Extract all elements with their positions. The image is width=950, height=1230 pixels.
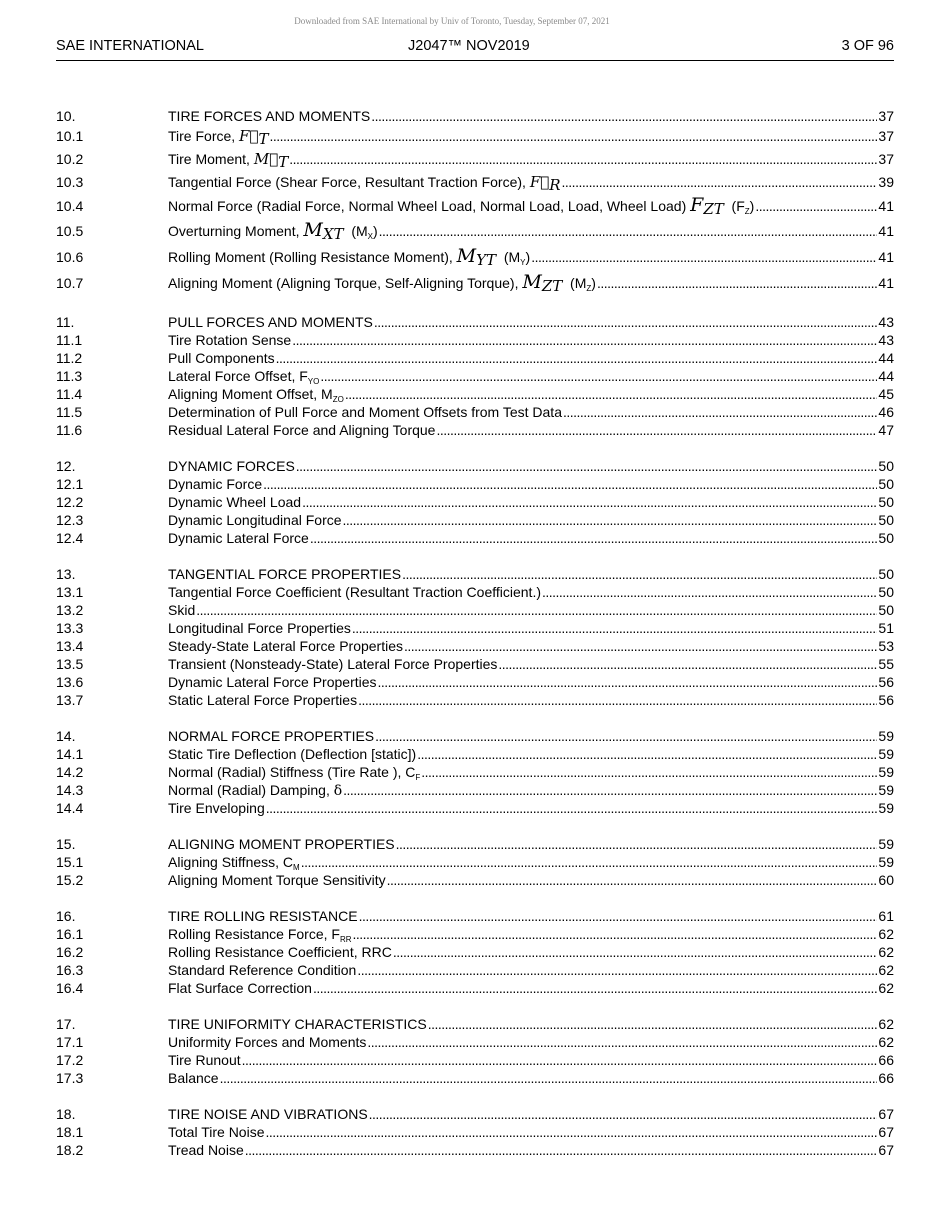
entry-page: 59 bbox=[878, 782, 894, 798]
entry-title: Static Lateral Force Properties bbox=[168, 692, 358, 708]
entry-number: 14.4 bbox=[56, 800, 84, 816]
entry-number: 11. bbox=[56, 314, 75, 330]
toc-entry[interactable] bbox=[56, 835, 894, 853]
entry-title: Standard Reference Condition bbox=[168, 962, 357, 978]
entry-number: 13. bbox=[56, 566, 76, 582]
toc-section-10 bbox=[56, 107, 894, 295]
dot-leader bbox=[359, 907, 878, 925]
table-of-contents bbox=[56, 107, 894, 1177]
entry-page: 62 bbox=[878, 1034, 894, 1050]
toc-entry[interactable] bbox=[56, 727, 894, 745]
entry-number: 16.2 bbox=[56, 944, 84, 960]
toc-entry[interactable] bbox=[56, 637, 894, 655]
entry-number: 10.7 bbox=[56, 275, 84, 291]
entry-number: 13.7 bbox=[56, 692, 84, 708]
entry-number: 12.3 bbox=[56, 512, 84, 528]
entry-number: 11.4 bbox=[56, 386, 83, 402]
toc-entry[interactable] bbox=[56, 601, 894, 619]
toc-entry[interactable] bbox=[56, 349, 894, 367]
entry-number: 18. bbox=[56, 1106, 76, 1122]
toc-entry[interactable] bbox=[56, 1141, 894, 1159]
dot-leader bbox=[374, 313, 878, 331]
entry-number: 10.2 bbox=[56, 151, 84, 167]
entry-page: 50 bbox=[878, 458, 894, 474]
toc-entry[interactable] bbox=[56, 1033, 894, 1051]
entry-page: 37 bbox=[878, 128, 894, 144]
toc-entry[interactable] bbox=[56, 1051, 894, 1069]
entry-page: 43 bbox=[878, 332, 894, 348]
dot-leader bbox=[367, 1033, 877, 1051]
header-org: SAE INTERNATIONAL bbox=[56, 38, 204, 54]
toc-entry[interactable] bbox=[56, 313, 894, 331]
dot-leader bbox=[220, 1069, 878, 1087]
dot-leader bbox=[245, 1141, 878, 1159]
entry-page: 56 bbox=[878, 674, 894, 690]
entry-number: 13.3 bbox=[56, 620, 84, 636]
entry-page: 59 bbox=[878, 764, 894, 780]
dot-leader bbox=[343, 781, 877, 799]
entry-title: Tread Noise bbox=[168, 1142, 244, 1158]
entry-title: TIRE FORCES AND MOMENTS bbox=[168, 108, 371, 124]
entry-number: 17.1 bbox=[56, 1034, 84, 1050]
entry-title: Longitudinal Force Properties bbox=[168, 620, 351, 636]
entry-number: 13.6 bbox=[56, 674, 84, 690]
entry-title: Dynamic Wheel Load bbox=[168, 494, 302, 510]
entry-title: Tire Force, $F⃗_T$ bbox=[168, 127, 269, 148]
toc-section-15 bbox=[56, 835, 894, 889]
dot-leader bbox=[296, 457, 878, 475]
entry-page: 53 bbox=[878, 638, 894, 654]
entry-title: Balance bbox=[168, 1070, 219, 1086]
dot-leader bbox=[352, 619, 878, 637]
entry-title: Dynamic Lateral Force bbox=[168, 530, 309, 546]
entry-number: 14.2 bbox=[56, 764, 84, 780]
dot-leader bbox=[378, 673, 878, 691]
entry-title: DYNAMIC FORCES bbox=[168, 458, 295, 474]
dot-leader bbox=[542, 583, 877, 601]
dot-leader bbox=[421, 763, 877, 781]
toc-entry[interactable] bbox=[56, 511, 894, 529]
entry-title: TANGENTIAL FORCE PROPERTIES bbox=[168, 566, 402, 582]
entry-title: Rolling Resistance Force, $F_{RR}$ bbox=[168, 926, 352, 944]
entry-title: Overturning Moment, $M_{XT}$ $(M_X)$ bbox=[168, 219, 378, 243]
symbol-m: M bbox=[522, 271, 542, 293]
dot-leader bbox=[289, 148, 877, 171]
entry-page: 46 bbox=[878, 404, 894, 420]
entry-title: Aligning Moment (Aligning Torque, Self-Aligning Torque), $M_{ZT}$ $(M_Z)$ bbox=[168, 271, 596, 295]
entry-page: 62 bbox=[878, 926, 894, 942]
toc-entry[interactable] bbox=[56, 1123, 894, 1141]
entry-number: 11.3 bbox=[56, 368, 83, 384]
entry-page: 50 bbox=[878, 602, 894, 618]
entry-title: Determination of Pull Force and Moment Offsets from Test Data bbox=[168, 404, 562, 420]
entry-page: 50 bbox=[878, 476, 894, 492]
toc-entry[interactable] bbox=[56, 475, 894, 493]
symbol-f-vector: F⃗ bbox=[239, 127, 259, 145]
header-page-number: 3 OF 96 bbox=[841, 38, 894, 54]
entry-page: 61 bbox=[878, 908, 894, 924]
entry-title: NORMAL FORCE PROPERTIES bbox=[168, 728, 375, 744]
entry-title: Static Tire Deflection (Deflection [static]) bbox=[168, 746, 417, 762]
entry-page: 67 bbox=[878, 1124, 894, 1140]
dot-leader bbox=[379, 218, 878, 244]
entry-number: 12. bbox=[56, 458, 76, 474]
dot-leader bbox=[393, 943, 878, 961]
entry-page: 60 bbox=[878, 872, 894, 888]
entry-page: 50 bbox=[878, 584, 894, 600]
entry-page: 41 bbox=[878, 223, 894, 239]
symbol-f-vector: F⃗ bbox=[529, 173, 550, 191]
entry-title: Pull Components bbox=[168, 350, 275, 366]
dot-leader bbox=[302, 493, 877, 511]
toc-entry[interactable] bbox=[56, 385, 894, 403]
entry-title: Tire Rotation Sense bbox=[168, 332, 292, 348]
entry-number: 14.3 bbox=[56, 782, 84, 798]
toc-entry[interactable] bbox=[56, 925, 894, 943]
download-notice: Downloaded from SAE International by Univ of Toronto, Tuesday, September 07, 2021 bbox=[294, 16, 610, 26]
toc-entry[interactable] bbox=[56, 457, 894, 475]
page-header bbox=[56, 38, 894, 61]
dot-leader bbox=[436, 421, 877, 439]
toc-entry[interactable] bbox=[56, 331, 894, 349]
entry-title: Tire Enveloping bbox=[168, 800, 265, 816]
toc-entry[interactable] bbox=[56, 691, 894, 709]
header-doc-id: J2047™ NOV2019 bbox=[408, 38, 530, 54]
toc-entry[interactable] bbox=[56, 979, 894, 997]
toc-entry[interactable] bbox=[56, 421, 894, 439]
toc-entry[interactable] bbox=[56, 367, 894, 385]
entry-title: Normal (Radial) Stiffness (Tire Rate ), $C_F$ bbox=[168, 764, 421, 782]
dot-leader bbox=[396, 835, 878, 853]
dot-leader bbox=[265, 1123, 877, 1141]
dot-leader bbox=[387, 871, 878, 889]
dot-leader bbox=[531, 244, 877, 270]
dot-leader bbox=[371, 107, 877, 125]
entry-page: 41 bbox=[878, 275, 894, 291]
entry-number: 18.2 bbox=[56, 1142, 84, 1158]
dot-leader bbox=[343, 511, 878, 529]
entry-title: Rolling Moment (Rolling Resistance Moment), $M_{YT}$ $(M_Y)$ bbox=[168, 245, 531, 269]
entry-page: 59 bbox=[878, 800, 894, 816]
entry-number: 14.1 bbox=[56, 746, 84, 762]
dot-leader bbox=[310, 529, 878, 547]
dot-leader bbox=[358, 691, 877, 709]
toc-section-16 bbox=[56, 907, 894, 997]
entry-page: 41 bbox=[878, 198, 894, 214]
entry-number: 17.3 bbox=[56, 1070, 84, 1086]
dot-leader bbox=[498, 655, 877, 673]
entry-title: Normal Force (Radial Force, Normal Wheel Load, Normal Load, Load, Wheel Load) $F_{ZT}$ $(F_Z)$ bbox=[168, 194, 755, 218]
entry-title: Rolling Resistance Coefficient, RRC bbox=[168, 944, 392, 960]
entry-page: 62 bbox=[878, 962, 894, 978]
entry-page: 59 bbox=[878, 728, 894, 744]
entry-number: 11.6 bbox=[56, 422, 83, 438]
dot-leader bbox=[369, 1105, 878, 1123]
entry-page: 51 bbox=[878, 620, 894, 636]
entry-number: 14. bbox=[56, 728, 76, 744]
entry-number: 16.4 bbox=[56, 980, 84, 996]
toc-entry[interactable] bbox=[56, 269, 894, 295]
entry-page: 59 bbox=[878, 854, 894, 870]
entry-number: 13.5 bbox=[56, 656, 84, 672]
entry-number: 16.1 bbox=[56, 926, 84, 942]
dot-leader bbox=[562, 171, 878, 194]
dot-leader bbox=[301, 853, 878, 871]
toc-entry[interactable] bbox=[56, 217, 894, 243]
entry-page: 41 bbox=[878, 249, 894, 265]
toc-entry[interactable] bbox=[56, 745, 894, 763]
entry-title: Aligning Moment Torque Sensitivity bbox=[168, 872, 386, 888]
entry-page: 62 bbox=[878, 944, 894, 960]
entry-title: TIRE ROLLING RESISTANCE bbox=[168, 908, 358, 924]
entry-page: 62 bbox=[878, 980, 894, 996]
entry-title: Steady-State Lateral Force Properties bbox=[168, 638, 404, 654]
entry-number: 15.1 bbox=[56, 854, 84, 870]
toc-entry[interactable] bbox=[56, 961, 894, 979]
entry-number: 11.5 bbox=[56, 404, 83, 420]
toc-section-18 bbox=[56, 1105, 894, 1159]
toc-entry[interactable] bbox=[56, 194, 894, 217]
entry-title: Dynamic Force bbox=[168, 476, 263, 492]
dot-leader bbox=[404, 637, 877, 655]
symbol-f: F bbox=[690, 194, 704, 216]
entry-title: ALIGNING MOMENT PROPERTIES bbox=[168, 836, 395, 852]
entry-number: 16.3 bbox=[56, 962, 84, 978]
entry-page: 44 bbox=[878, 350, 894, 366]
symbol-m: M bbox=[303, 219, 323, 241]
toc-entry[interactable] bbox=[56, 565, 894, 583]
entry-page: 62 bbox=[878, 1016, 894, 1032]
toc-entry[interactable] bbox=[56, 1105, 894, 1123]
entry-title: TIRE UNIFORMITY CHARACTERISTICS bbox=[168, 1016, 427, 1032]
toc-section-11 bbox=[56, 313, 894, 439]
entry-page: 50 bbox=[878, 512, 894, 528]
toc-entry[interactable] bbox=[56, 243, 894, 269]
entry-page: 47 bbox=[878, 422, 894, 438]
entry-title: Uniformity Forces and Moments bbox=[168, 1034, 367, 1050]
entry-title: Tangential Force Coefficient (Resultant Traction Coefficient.) bbox=[168, 584, 542, 600]
entry-number: 13.4 bbox=[56, 638, 84, 654]
entry-page: 44 bbox=[878, 368, 894, 384]
entry-number: 10.3 bbox=[56, 174, 84, 190]
dot-leader bbox=[196, 601, 877, 619]
dot-leader bbox=[276, 349, 878, 367]
entry-number: 11.1 bbox=[56, 332, 83, 348]
entry-number: 10.1 bbox=[56, 128, 84, 144]
entry-page: 45 bbox=[878, 386, 894, 402]
toc-entry[interactable] bbox=[56, 493, 894, 511]
dot-leader bbox=[269, 125, 877, 148]
entry-title: PULL FORCES AND MOMENTS bbox=[168, 314, 373, 330]
entry-page: 50 bbox=[878, 566, 894, 582]
entry-number: 13.1 bbox=[56, 584, 84, 600]
entry-page: 37 bbox=[878, 151, 894, 167]
entry-title: Tangential Force (Shear Force, Resultant Traction Force), $F⃗_R$ bbox=[168, 173, 561, 194]
entry-number: 17. bbox=[56, 1016, 76, 1032]
toc-entry[interactable] bbox=[56, 583, 894, 601]
dot-leader bbox=[345, 385, 878, 403]
toc-entry[interactable] bbox=[56, 1069, 894, 1087]
toc-section-14 bbox=[56, 727, 894, 817]
toc-entry[interactable] bbox=[56, 107, 894, 125]
entry-number: 17.2 bbox=[56, 1052, 84, 1068]
entry-title: Total Tire Noise bbox=[168, 1124, 265, 1140]
toc-entry[interactable] bbox=[56, 853, 894, 871]
toc-entry[interactable] bbox=[56, 763, 894, 781]
entry-page: 50 bbox=[878, 530, 894, 546]
entry-page: 59 bbox=[878, 746, 894, 762]
entry-page: 37 bbox=[878, 108, 894, 124]
entry-page: 55 bbox=[878, 656, 894, 672]
entry-number: 11.2 bbox=[56, 350, 83, 366]
toc-section-17 bbox=[56, 1015, 894, 1087]
entry-title: TIRE NOISE AND VIBRATIONS bbox=[168, 1106, 368, 1122]
toc-entry[interactable] bbox=[56, 655, 894, 673]
entry-number: 10. bbox=[56, 108, 76, 124]
symbol-m: M bbox=[456, 245, 477, 267]
entry-number: 18.1 bbox=[56, 1124, 84, 1140]
toc-entry[interactable] bbox=[56, 907, 894, 925]
entry-title: Aligning Moment Offset, $M_{ZO}$ bbox=[168, 386, 344, 404]
entry-page: 67 bbox=[878, 1142, 894, 1158]
toc-entry[interactable] bbox=[56, 529, 894, 547]
toc-entry[interactable] bbox=[56, 871, 894, 889]
entry-number: 16. bbox=[56, 908, 76, 924]
dot-leader bbox=[292, 331, 877, 349]
entry-number: 15. bbox=[56, 836, 76, 852]
toc-entry[interactable] bbox=[56, 1015, 894, 1033]
entry-number: 12.2 bbox=[56, 494, 84, 510]
entry-page: 66 bbox=[878, 1070, 894, 1086]
entry-page: 39 bbox=[878, 174, 894, 190]
toc-entry[interactable] bbox=[56, 403, 894, 421]
entry-number: 15.2 bbox=[56, 872, 84, 888]
toc-entry[interactable] bbox=[56, 781, 894, 799]
entry-page: 43 bbox=[878, 314, 894, 330]
dot-leader bbox=[266, 799, 878, 817]
toc-entry[interactable] bbox=[56, 943, 894, 961]
entry-page: 67 bbox=[878, 1106, 894, 1122]
entry-page: 56 bbox=[878, 692, 894, 708]
toc-entry[interactable] bbox=[56, 619, 894, 637]
toc-entry[interactable] bbox=[56, 673, 894, 691]
entry-title: Residual Lateral Force and Aligning Torque bbox=[168, 422, 436, 438]
entry-title: Flat Surface Correction bbox=[168, 980, 312, 996]
entry-number: 10.5 bbox=[56, 223, 84, 239]
toc-section-12 bbox=[56, 457, 894, 547]
dot-leader bbox=[353, 925, 878, 943]
entry-number: 13.2 bbox=[56, 602, 84, 618]
entry-number: 10.4 bbox=[56, 198, 84, 214]
dot-leader bbox=[375, 727, 877, 745]
dot-leader bbox=[242, 1051, 878, 1069]
dot-leader bbox=[402, 565, 877, 583]
dot-leader bbox=[313, 979, 877, 997]
dot-leader bbox=[357, 961, 877, 979]
entry-number: 12.4 bbox=[56, 530, 84, 546]
entry-title: Normal (Radial) Damping, δ bbox=[168, 782, 343, 799]
symbol-delta: δ bbox=[333, 783, 343, 799]
entry-title: Tire Moment, $M⃗_T$ bbox=[168, 150, 289, 171]
entry-title: Aligning Stiffness, $C_M$ bbox=[168, 854, 300, 872]
entry-title: Lateral Force Offset, $F_{YO}$ bbox=[168, 368, 320, 386]
entry-number: 12.1 bbox=[56, 476, 84, 492]
dot-leader bbox=[417, 745, 877, 763]
entry-title: Dynamic Longitudinal Force bbox=[168, 512, 342, 528]
entry-title: Skid bbox=[168, 602, 196, 618]
dot-leader bbox=[263, 475, 877, 493]
dot-leader bbox=[320, 367, 877, 385]
dot-leader bbox=[597, 270, 877, 296]
entry-title: Tire Runout bbox=[168, 1052, 241, 1068]
entry-page: 59 bbox=[878, 836, 894, 852]
entry-page: 66 bbox=[878, 1052, 894, 1068]
toc-section-13 bbox=[56, 565, 894, 709]
symbol-m-vector: M⃗ bbox=[253, 150, 279, 168]
toc-entry[interactable] bbox=[56, 125, 894, 148]
dot-leader bbox=[755, 195, 877, 218]
toc-entry[interactable] bbox=[56, 171, 894, 194]
entry-number: 10.6 bbox=[56, 249, 84, 265]
entry-page: 50 bbox=[878, 494, 894, 510]
toc-entry[interactable] bbox=[56, 148, 894, 171]
dot-leader bbox=[563, 403, 877, 421]
entry-title: Dynamic Lateral Force Properties bbox=[168, 674, 377, 690]
entry-title: Transient (Nonsteady-State) Lateral Force Properties bbox=[168, 656, 498, 672]
dot-leader bbox=[428, 1015, 878, 1033]
toc-entry[interactable] bbox=[56, 799, 894, 817]
